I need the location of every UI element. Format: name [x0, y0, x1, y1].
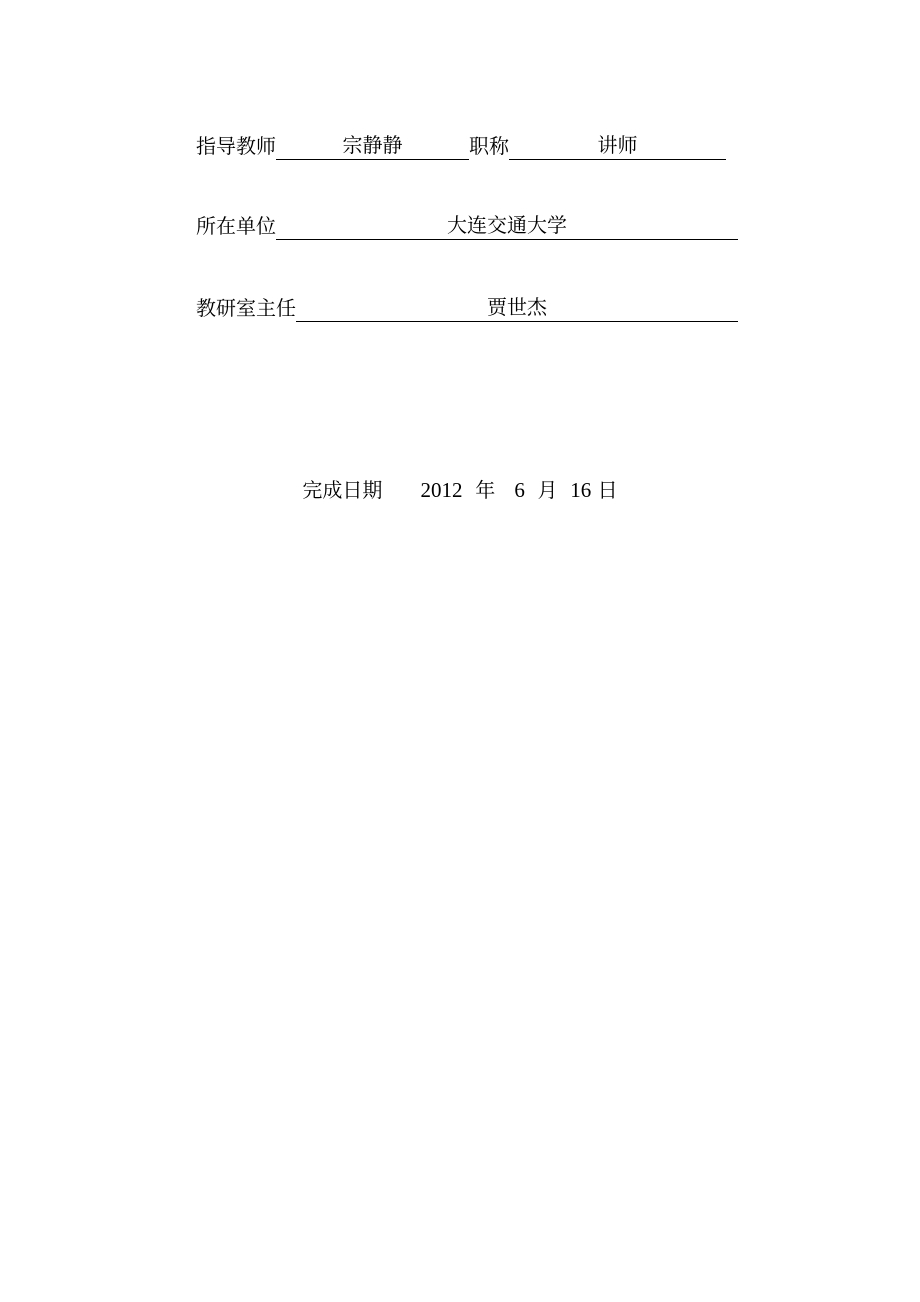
completion-day-unit: 日 [597, 478, 618, 502]
advisor-value: 宗静静 [342, 133, 403, 157]
advisor-field [276, 131, 469, 160]
title-value: 讲师 [597, 133, 638, 157]
department-head-label: 教研室主任 [196, 296, 296, 320]
title-label: 职称 [469, 134, 509, 158]
department-head-value: 贾世杰 [487, 295, 547, 319]
department-head-row [196, 290, 738, 322]
advisor-label: 指导教师 [196, 134, 276, 158]
unit-field [276, 211, 738, 240]
unit-row [196, 208, 738, 240]
unit-label: 所在单位 [196, 214, 276, 238]
completion-day: 16 [570, 478, 592, 502]
completion-year: 2012 [420, 478, 463, 502]
title-field [509, 131, 726, 160]
unit-value: 大连交通大学 [447, 213, 567, 237]
completion-date [0, 476, 920, 504]
completion-date-label: 完成日期 [302, 478, 383, 502]
advisor-row [196, 128, 738, 160]
completion-month: 6 [514, 478, 525, 502]
department-head-field [296, 293, 738, 322]
completion-year-unit: 年 [475, 478, 496, 502]
completion-month-unit: 月 [537, 478, 558, 502]
